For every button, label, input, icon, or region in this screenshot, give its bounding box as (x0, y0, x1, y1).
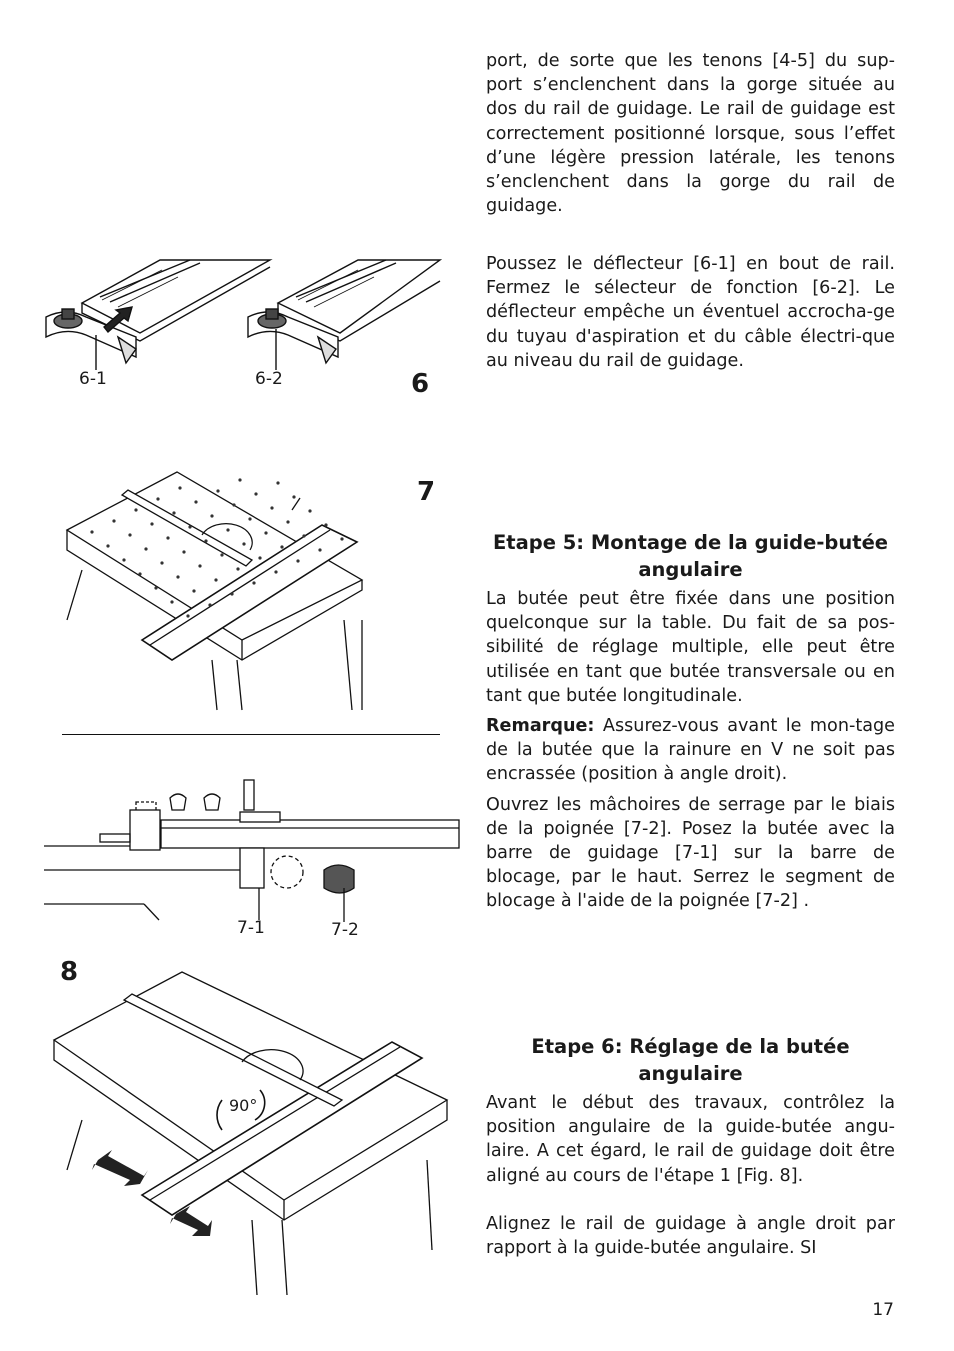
table-hole (242, 542, 245, 545)
paragraph-rail-tenons: port, de sorte que les tenons [4-5] du sup-port s’enclenchent dans la gorge située au dos du rail de guidage. Le rail de guidage est correctement positionné lorsque, sous l’effet d’une légère pression latérale, les tenons s’enclenchent dans la gorge du rail de guidage. (486, 51, 895, 217)
figure-6-number: 6 (411, 369, 430, 399)
table-hole (194, 500, 197, 503)
table-hole (252, 581, 255, 584)
table-hole (226, 528, 229, 531)
table-hole (220, 553, 223, 556)
table-hole (296, 559, 299, 562)
fig6-label-6-2: 6-2 (255, 369, 283, 389)
table-hole (340, 537, 343, 540)
table-hole (154, 586, 157, 589)
table-hole (150, 522, 153, 525)
table-hole (170, 600, 173, 603)
paragraph-machoires: Ouvrez les mâchoires de serrage par le biais de la poignée [7-2]. Posez la butée avec la barre de guidage [7-1] sur la barre de blocage, par le haut. Serrez le segment de blocage à l'aide de la poignée [7-2] . (486, 794, 895, 912)
table-hole (324, 523, 327, 526)
table-hole (232, 503, 235, 506)
table-hole (254, 492, 257, 495)
fig7-label-7-1: 7-1 (237, 918, 265, 938)
table-hole (274, 570, 277, 573)
table-hole (216, 489, 219, 492)
fig6-label-6-1: 6-1 (79, 369, 107, 389)
paragraph-deflecteur: Poussez le déflecteur [6-1] en bout de rail. Fermez le sélecteur de fonction [6-2]. Le déflecteur empêche un éventuel accrocha-ge du tuyau d'aspiration et du câble électri-que au niveau du rail de guidage. (486, 254, 895, 371)
paragraph-butee-position: La butée peut être fixée dans une position quelconque sur la table. Du fait de sa pos-sibilité de réglage multiple, elle peut être utilisée en tant que butée transversale ou en tant que butée longitudinale. (486, 589, 895, 706)
table-hole (192, 589, 195, 592)
table-hole (308, 509, 311, 512)
table-hole (318, 548, 321, 551)
page-number: 17 (872, 1300, 894, 1320)
table-hole (270, 506, 273, 509)
table-hole (238, 478, 241, 481)
table-hole (236, 567, 239, 570)
section-etape-6 (486, 1033, 895, 1260)
paragraph-remarque (486, 714, 895, 787)
figure-separator (62, 734, 440, 735)
fig7-label-7-2: 7-2 (331, 920, 359, 940)
table-hole (210, 514, 213, 517)
table-hole (230, 592, 233, 595)
table-hole (166, 536, 169, 539)
table-hole (106, 544, 109, 547)
paragraph-alignez: Alignez le rail de guidage à angle droit par rapport à la guide-butée angulaire. SI (486, 1213, 895, 1259)
remarque-text: Assurez-vous avant le mon-tage de la butée que la rainure en V ne soit pas encrassée (position à angle droit). (486, 716, 895, 785)
figure-8-illustration (52, 970, 462, 1300)
table-hole (280, 545, 283, 548)
remarque-label: Remarque: (486, 716, 595, 737)
table-hole (172, 511, 175, 514)
table-hole (292, 495, 295, 498)
fig8-angle-label: 90° (229, 1096, 258, 1115)
figure-6-illustration (40, 255, 450, 385)
table-hole (248, 517, 251, 520)
table-hole (134, 508, 137, 511)
table-hole (198, 564, 201, 567)
figure-7-table-illustration (62, 470, 382, 715)
table-hole (204, 539, 207, 542)
table-hole (138, 572, 141, 575)
table-hole (214, 578, 217, 581)
table-hole (208, 603, 211, 606)
table-hole (160, 561, 163, 564)
table-hole (90, 530, 93, 533)
heading-etape-5: Etape 5: Montage de la guide-butée angulaire (492, 531, 889, 581)
table-hole (186, 614, 189, 617)
figure-7-detail-illustration (44, 770, 464, 930)
table-hole (122, 558, 125, 561)
heading-etape-6: Etape 6: Réglage de la butée angulaire (531, 1035, 850, 1085)
table-hole (144, 547, 147, 550)
figure-7-number: 7 (417, 477, 436, 507)
table-hole (258, 556, 261, 559)
table-hole (276, 481, 279, 484)
figure-8-number: 8 (60, 957, 79, 987)
table-hole (264, 531, 267, 534)
table-hole (176, 575, 179, 578)
table-hole (302, 534, 305, 537)
paragraph-avant-travaux: Avant le début des travaux, contrôlez la position angulaire de la guide-butée angu-laire. A cet égard, le rail de guidage doit être aligné au cours de l'étape 1 [Fig. 8]. (486, 1093, 895, 1186)
table-hole (128, 533, 131, 536)
table-hole (182, 550, 185, 553)
table-hole (112, 519, 115, 522)
table-hole (286, 520, 289, 523)
table-hole (178, 486, 181, 489)
table-hole (156, 497, 159, 500)
table-hole (188, 525, 191, 528)
section-etape-5 (486, 529, 895, 914)
